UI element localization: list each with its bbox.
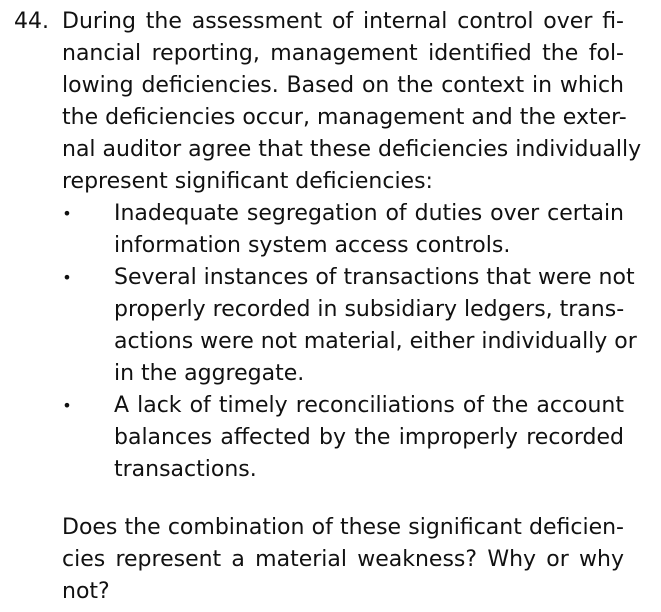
bullet-icon: • xyxy=(62,204,72,223)
deficiency-line: balances affected by the improperly recorded xyxy=(114,425,624,450)
bullet-icon: • xyxy=(62,396,72,415)
deficiency-list xyxy=(62,198,637,486)
intro-line: lowing deficiencies. Based on the context in which xyxy=(62,73,624,98)
question-text xyxy=(62,6,642,608)
question-closing xyxy=(62,512,624,608)
closing-line: cies represent a material weakness? Why or why xyxy=(62,547,624,572)
deficiency-line: transactions. xyxy=(114,457,257,482)
intro-line: the deficiencies occur, management and the exter- xyxy=(62,105,627,130)
deficiency-line: Several instances of transactions that were not xyxy=(114,265,635,290)
deficiency-line: A lack of timely reconciliations of the account xyxy=(114,393,624,418)
intro-line: During the assessment of internal control over fi- xyxy=(62,9,624,34)
question-number: 44. xyxy=(14,9,49,34)
deficiency-item xyxy=(62,390,624,486)
paragraph-spacer xyxy=(62,486,624,512)
intro-line: represent significant deficiencies: xyxy=(62,169,433,194)
deficiency-item xyxy=(62,198,624,262)
deficiency-line: actions were not material, either individually or xyxy=(114,329,637,354)
intro-line: nal auditor agree that these deficiencies individually xyxy=(62,137,642,162)
deficiency-line: in the aggregate. xyxy=(114,361,305,386)
closing-line: Does the combination of these significant deficien- xyxy=(62,515,624,540)
deficiency-line: Inadequate segregation of duties over certain xyxy=(114,201,624,226)
closing-line: not? xyxy=(62,579,110,604)
deficiency-item xyxy=(62,262,637,390)
bullet-icon: • xyxy=(62,268,72,287)
question-intro xyxy=(62,6,642,198)
intro-line: nancial reporting, management identified the fol- xyxy=(62,41,624,66)
deficiency-line: information system access controls. xyxy=(114,233,511,258)
deficiency-line: properly recorded in subsidiary ledgers, trans- xyxy=(114,297,625,322)
